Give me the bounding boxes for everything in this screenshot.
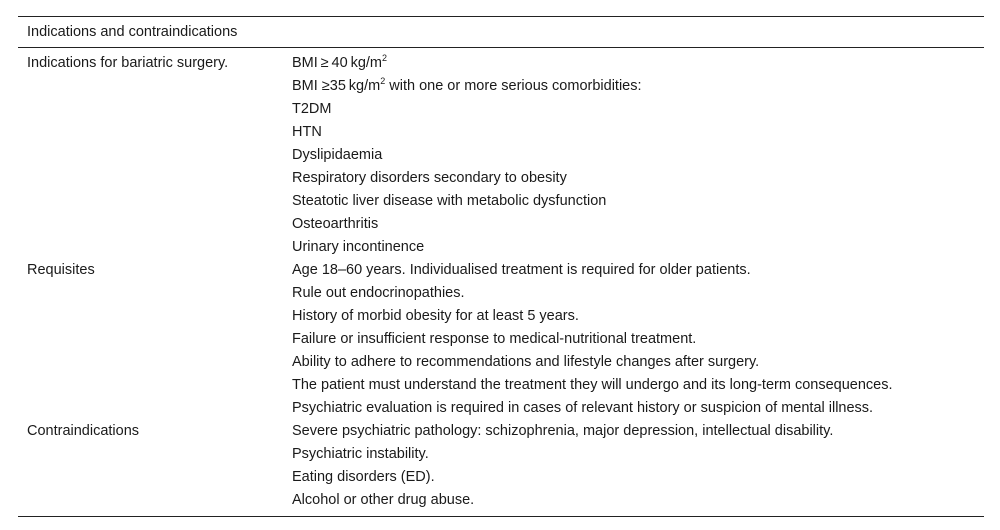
list-item: Ability to adhere to recommendations and lifestyle changes after surgery. [292, 354, 760, 370]
bmi40-superscript: 2 [382, 53, 388, 63]
list-item: Failure or insufficient response to medical-nutritional treatment. [292, 331, 697, 347]
contraindications-items [292, 420, 984, 512]
requisites-row [18, 259, 984, 420]
indications-row [18, 52, 984, 259]
indications-table [18, 16, 984, 517]
requisites-items [292, 259, 984, 420]
list-item: Urinary incontinence [292, 239, 425, 255]
list-item: HTN [292, 124, 322, 140]
requisites-label: Requisites [27, 262, 95, 278]
bmi35-suffix: with one or more serious comorbidities: [385, 78, 642, 94]
bmi35-item [292, 75, 984, 98]
table-header-label: Indications and contraindications [27, 24, 238, 40]
list-item: History of morbid obesity for at least 5 years. [292, 308, 579, 324]
contraindications-row [18, 420, 984, 512]
bmi35-superscript: 2 [380, 76, 386, 86]
list-item: Psychiatric evaluation is required in cases of relevant history or suspicion of mental illness. [292, 400, 874, 416]
list-item: Rule out endocrinopathies. [292, 285, 465, 301]
row-label-cell [18, 52, 292, 259]
bmi35-text: BMI ≥35 kg/m [292, 78, 381, 94]
list-item: The patient must understand the treatment they will undergo and its long-term consequences. [292, 377, 893, 393]
contraindications-label: Contraindications [27, 423, 140, 439]
indications-label: Indications for bariatric surgery. [27, 55, 229, 71]
list-item: Severe psychiatric pathology: schizophrenia, major depression, intellectual disability. [292, 423, 834, 439]
list-item: Age 18–60 years. Individualised treatment is required for older patients. [292, 262, 751, 278]
bmi40-text: BMI ≥ 40 kg/m [292, 55, 382, 71]
list-item: Steatotic liver disease with metabolic dysfunction [292, 193, 607, 209]
list-item: Eating disorders (ED). [292, 469, 435, 485]
list-item: Psychiatric instability. [292, 446, 429, 462]
table-body [18, 48, 984, 516]
list-item: Dyslipidaemia [292, 147, 383, 163]
list-item: Osteoarthritis [292, 216, 379, 232]
row-label-cell [18, 259, 292, 420]
list-item: Respiratory disorders secondary to obesity [292, 170, 567, 186]
table-header [18, 17, 984, 48]
row-label-cell [18, 420, 292, 512]
bmi40-item [292, 52, 984, 75]
list-item: Alcohol or other drug abuse. [292, 492, 475, 508]
list-item: T2DM [292, 101, 332, 117]
indications-items [292, 52, 984, 259]
